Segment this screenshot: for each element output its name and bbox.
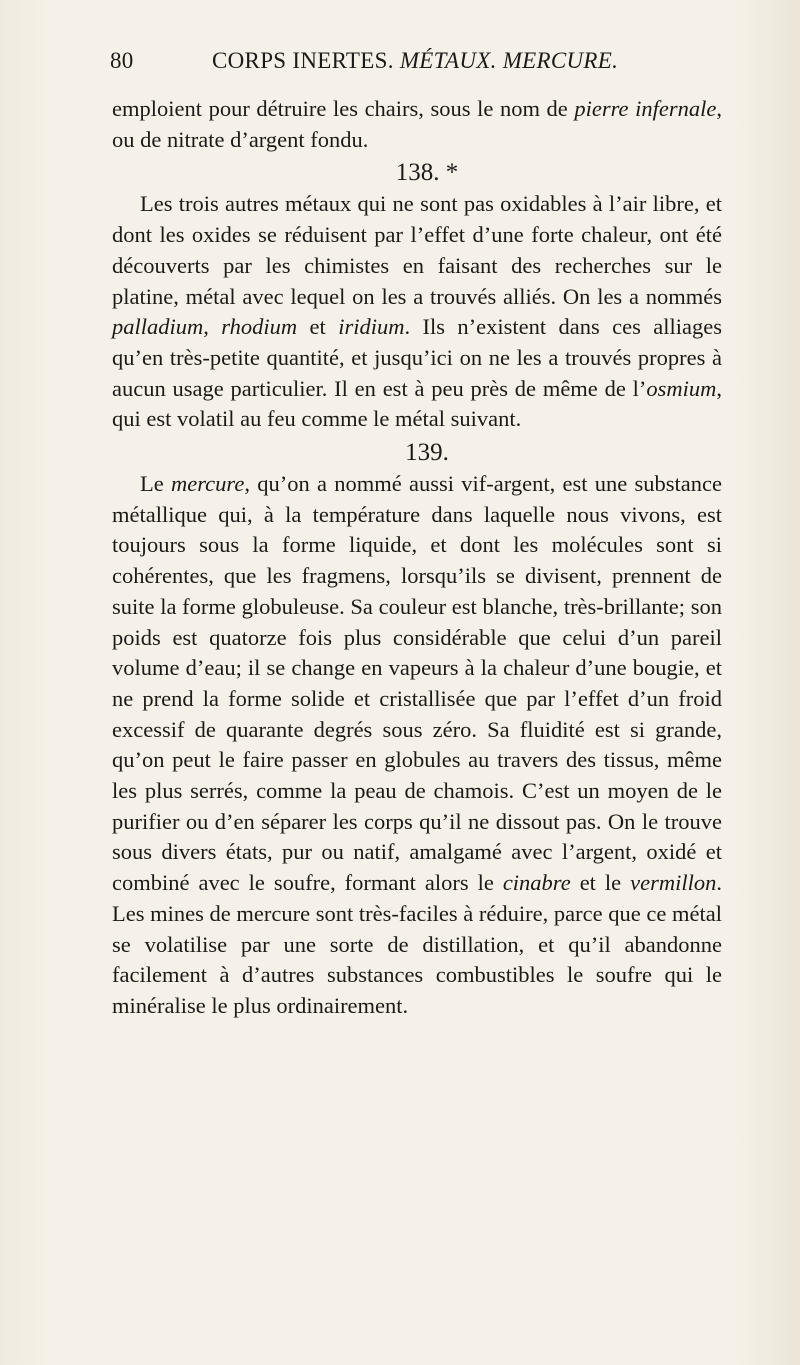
text-run: , ou de nitrate d’argent fondu. [112, 96, 722, 152]
italic-term: pierre infernale [574, 96, 717, 121]
text-run: Le [140, 471, 172, 497]
running-title-italic: MÉTAUX. MERCURE. [399, 48, 619, 73]
text-run: l’ [632, 375, 647, 401]
text-run: et [297, 314, 339, 340]
text-run: , [203, 314, 222, 340]
paragraph-138 [112, 189, 722, 435]
running-head [112, 48, 722, 88]
text-run: , qu’on a nommé aussi vif-argent, est une substance métallique qui, à la température dans laquelle nous vivons, est toujours sous la forme liquide, et dont les molécules sont si cohérentes, que les fragmens, lorsqu’ils se divisent, prennent de suite la forme globuleuse. Sa couleur est blanche, très-brillante; son poids est quatorze fois plus considérable que celui d’un pareil volume d’eau; il se change en vapeurs à la chaleur d’une bougie, et ne prend la forme solide et cristallisée que par l’effet d’un froid excessif de quarante degrés sous zéro. Sa fluidité est si grande, qu’on peut le faire passer en globules au travers des tissus, même les plus serrés, comme la peau de chamois. C’est un moyen de le purifier ou d’en séparer les corps qu’il ne dissout pas. On le trouve sous divers états, pur ou natif, amalgamé avec l’argent, oxidé et combiné avec le soufre, formant alors le [112, 471, 722, 896]
section-number-139: 139. [405, 439, 449, 467]
italic-term: mercure [171, 471, 245, 497]
italic-term: cinabre [502, 870, 571, 896]
text-run: . Les mines de mercure sont très-faciles à réduire, parce que ce métal se volatilise par une sorte de distillation, et qu’il abandonne facilement à d’autres substances combustibles le soufre qui le minéralise le plus ordinairement. [112, 870, 722, 1018]
italic-term: iridium [338, 314, 405, 340]
italic-term: palladium [112, 314, 204, 340]
paragraph-139 [112, 469, 722, 1022]
text-run: et le [570, 870, 631, 896]
page-number: 80 [110, 48, 134, 73]
section-number-138: 138. * [395, 159, 459, 187]
text-run: Les trois autres métaux qui ne sont pas oxidables à l’air libre, et dont les oxides se réduisent par l’effet d’une forte chaleur, ont été découverts par les chimistes en faisant des recherches sur le platine, métal avec lequel on les a trouvés alliés. On les a nommés [112, 191, 722, 309]
page-body [112, 94, 722, 1022]
text-run: , qui est volatil au feu comme le métal suivant. [112, 375, 722, 432]
running-title [170, 48, 722, 74]
paragraph-continuation [112, 94, 722, 155]
italic-term: osmium [646, 375, 717, 401]
text-run: . Ils n’existent dans ces alliages qu’en très-petite quantité, et jusqu’ici on ne les a trouvés propres à aucun usage particulier. Il en est à peu près de même de [112, 314, 723, 401]
italic-term: vermillon [630, 870, 717, 896]
italic-term: rhodium [221, 314, 298, 340]
text-run: emploient pour détruire les chairs, sous le nom de [112, 96, 575, 121]
running-title-main: CORPS INERTES. [212, 48, 394, 73]
